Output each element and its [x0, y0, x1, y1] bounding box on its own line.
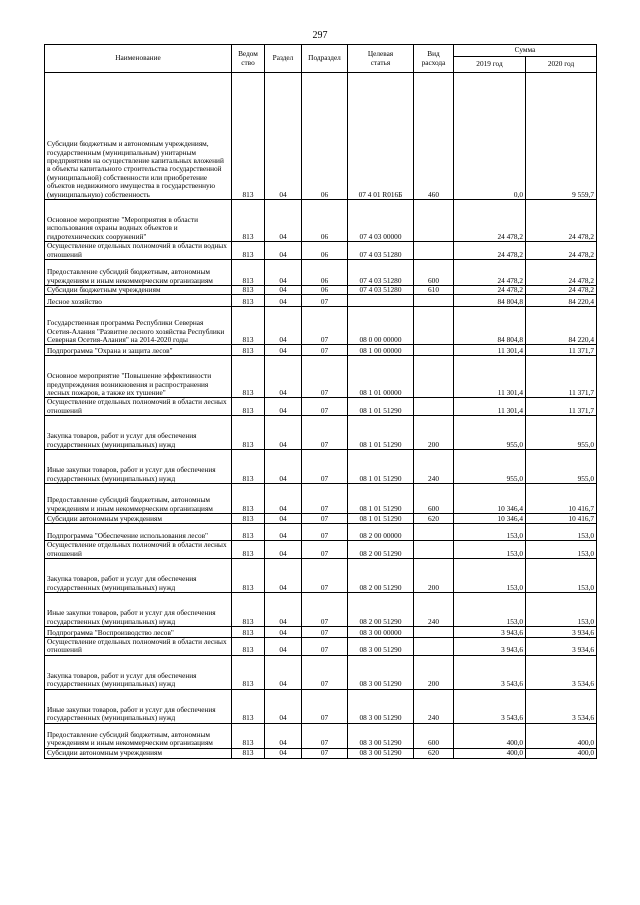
row-sum-2020: 400,0	[526, 748, 597, 758]
row-section: 04	[265, 484, 302, 514]
table-row	[45, 307, 597, 345]
row-subsection: 07	[302, 356, 348, 398]
row-subsection: 07	[302, 723, 348, 748]
row-sum-2020: 400,0	[526, 723, 597, 748]
row-section: 04	[265, 723, 302, 748]
row-ministry: 813	[232, 242, 265, 260]
table-row	[45, 286, 597, 295]
row-sum-2019: 3 943,6	[454, 638, 526, 656]
row-target: 08 2 00 00000	[348, 524, 414, 541]
row-section: 04	[265, 345, 302, 356]
row-name: Основное мероприятие "Мероприятия в области использования охраны водных объектов и гидротехнических сооружений"	[45, 200, 232, 242]
row-sum-2020: 84 220,4	[526, 295, 597, 307]
row-ministry: 813	[232, 286, 265, 295]
table-row	[45, 655, 597, 689]
row-ministry: 813	[232, 638, 265, 656]
row-name: Закупка товаров, работ и услуг для обеспечения государственных (муниципальных) нужд	[45, 655, 232, 689]
table-row	[45, 627, 597, 638]
row-section: 04	[265, 260, 302, 286]
header-2020: 2020 год	[526, 57, 597, 73]
row-expense-type	[414, 524, 454, 541]
row-name: Предоставление субсидий бюджетным, автономным учреждениям и иным некоммерческим организациям	[45, 484, 232, 514]
row-name: Осуществление отдельных полномочий в области лесных отношений	[45, 638, 232, 656]
row-sum-2020: 24 478,2	[526, 200, 597, 242]
row-sum-2019: 3 543,6	[454, 655, 526, 689]
table-row	[45, 541, 597, 559]
row-ministry: 813	[232, 514, 265, 524]
row-expense-type: 240	[414, 593, 454, 627]
row-sum-2019: 3 943,6	[454, 627, 526, 638]
row-sum-2019: 24 478,2	[454, 200, 526, 242]
table-row	[45, 484, 597, 514]
row-section: 04	[265, 450, 302, 484]
table-body	[45, 73, 597, 759]
row-target: 07 4 01 R016Б	[348, 73, 414, 200]
header-2019: 2019 год	[454, 57, 526, 73]
row-target: 08 3 00 00000	[348, 627, 414, 638]
row-section: 04	[265, 559, 302, 593]
row-expense-type: 620	[414, 514, 454, 524]
row-section: 04	[265, 416, 302, 450]
row-name: Осуществление отдельных полномочий в области лесных отношений	[45, 398, 232, 416]
header-subsection: Подраздел	[302, 45, 348, 73]
row-name: Иные закупки товаров, работ и услуг для обеспечения государственных (муниципальных) нужд	[45, 593, 232, 627]
row-sum-2020: 11 371,7	[526, 398, 597, 416]
row-sum-2020: 11 371,7	[526, 345, 597, 356]
row-sum-2019: 24 478,2	[454, 286, 526, 295]
row-target: 08 3 00 51290	[348, 689, 414, 723]
row-expense-type: 200	[414, 559, 454, 593]
row-subsection: 06	[302, 200, 348, 242]
row-expense-type	[414, 345, 454, 356]
row-target	[348, 295, 414, 307]
row-sum-2019: 153,0	[454, 541, 526, 559]
row-ministry: 813	[232, 524, 265, 541]
row-sum-2020: 84 220,4	[526, 307, 597, 345]
row-sum-2019: 10 346,4	[454, 484, 526, 514]
row-name: Субсидии автономным учреждениям	[45, 514, 232, 524]
header-name: Наименование	[45, 45, 232, 73]
row-name: Субсидии бюджетным и автономным учреждениям, государственным (муниципальным) унитарным предприятиям на осуществление капитальных вложений в объекты капитального строительства государственной (муниципальной) собственности или приобретение объектов недвижимого имущества в государственную (муниципальную) собственность	[45, 73, 232, 200]
row-expense-type: 620	[414, 748, 454, 758]
row-ministry: 813	[232, 541, 265, 559]
row-section: 04	[265, 307, 302, 345]
table-row	[45, 242, 597, 260]
row-sum-2020: 9 559,7	[526, 73, 597, 200]
table-row	[45, 398, 597, 416]
row-ministry: 813	[232, 723, 265, 748]
row-sum-2019: 153,0	[454, 559, 526, 593]
row-subsection: 06	[302, 286, 348, 295]
row-subsection: 07	[302, 398, 348, 416]
row-subsection: 07	[302, 307, 348, 345]
row-sum-2019: 153,0	[454, 524, 526, 541]
table-row	[45, 73, 597, 200]
row-target: 08 1 01 51290	[348, 398, 414, 416]
table-row	[45, 723, 597, 748]
row-ministry: 813	[232, 655, 265, 689]
row-sum-2020: 153,0	[526, 541, 597, 559]
row-section: 04	[265, 748, 302, 758]
row-sum-2020: 153,0	[526, 559, 597, 593]
table-header	[45, 45, 597, 73]
row-target: 07 4 03 00000	[348, 200, 414, 242]
row-sum-2019: 10 346,4	[454, 514, 526, 524]
row-expense-type: 600	[414, 260, 454, 286]
row-subsection: 07	[302, 593, 348, 627]
page-number: 297	[312, 30, 328, 41]
row-ministry: 813	[232, 559, 265, 593]
budget-table	[44, 44, 597, 759]
row-section: 04	[265, 73, 302, 200]
row-sum-2019: 955,0	[454, 450, 526, 484]
row-ministry: 813	[232, 748, 265, 758]
row-sum-2020: 10 416,7	[526, 484, 597, 514]
row-section: 04	[265, 514, 302, 524]
table-row	[45, 356, 597, 398]
header-section: Раздел	[265, 45, 302, 73]
row-subsection: 07	[302, 541, 348, 559]
row-name: Субсидии бюджетным учреждениям	[45, 286, 232, 295]
row-section: 04	[265, 398, 302, 416]
row-target: 08 3 00 51290	[348, 638, 414, 656]
row-sum-2019: 3 543,6	[454, 689, 526, 723]
table-row	[45, 748, 597, 758]
row-sum-2019: 84 804,8	[454, 307, 526, 345]
row-name: Предоставление субсидий бюджетным, автономным учреждениям и иным некоммерческим организациям	[45, 260, 232, 286]
row-sum-2020: 153,0	[526, 593, 597, 627]
row-sum-2020: 24 478,2	[526, 286, 597, 295]
row-name: Основное мероприятие "Повышение эффективности предупреждения возникновения и распространения лесных пожаров, а также их тушение"	[45, 356, 232, 398]
row-expense-type	[414, 295, 454, 307]
row-name: Осуществление отдельных полномочий в области лесных отношений	[45, 541, 232, 559]
row-target: 08 2 00 51290	[348, 541, 414, 559]
row-name: Закупка товаров, работ и услуг для обеспечения государственных (муниципальных) нужд	[45, 559, 232, 593]
row-subsection: 07	[302, 345, 348, 356]
row-expense-type: 600	[414, 484, 454, 514]
row-sum-2020: 955,0	[526, 416, 597, 450]
header-ministry: Ведом ство	[232, 45, 265, 73]
row-sum-2019: 153,0	[454, 593, 526, 627]
row-subsection: 07	[302, 524, 348, 541]
row-expense-type: 610	[414, 286, 454, 295]
row-ministry: 813	[232, 416, 265, 450]
row-expense-type	[414, 638, 454, 656]
row-ministry: 813	[232, 73, 265, 200]
row-subsection: 06	[302, 242, 348, 260]
row-expense-type: 200	[414, 655, 454, 689]
header-sum: Сумма	[454, 45, 597, 57]
table-row	[45, 345, 597, 356]
row-ministry: 813	[232, 593, 265, 627]
row-ministry: 813	[232, 295, 265, 307]
row-sum-2020: 3 534,6	[526, 689, 597, 723]
row-section: 04	[265, 356, 302, 398]
row-target: 08 1 01 51290	[348, 416, 414, 450]
row-expense-type: 200	[414, 416, 454, 450]
row-expense-type	[414, 307, 454, 345]
row-ministry: 813	[232, 356, 265, 398]
row-sum-2019: 955,0	[454, 416, 526, 450]
row-sum-2020: 3 934,6	[526, 627, 597, 638]
row-name: Субсидии автономным учреждениям	[45, 748, 232, 758]
row-name: Лесное хозяйство	[45, 295, 232, 307]
row-section: 04	[265, 593, 302, 627]
row-subsection: 07	[302, 559, 348, 593]
row-sum-2020: 153,0	[526, 524, 597, 541]
table-row	[45, 638, 597, 656]
row-name: Иные закупки товаров, работ и услуг для обеспечения государственных (муниципальных) нужд	[45, 689, 232, 723]
row-sum-2020: 10 416,7	[526, 514, 597, 524]
row-target: 08 2 00 51290	[348, 559, 414, 593]
table-row	[45, 593, 597, 627]
row-sum-2020: 3 534,6	[526, 655, 597, 689]
row-ministry: 813	[232, 307, 265, 345]
row-name: Подпрограмма "Обеспечение использования лесов"	[45, 524, 232, 541]
row-sum-2020: 955,0	[526, 450, 597, 484]
row-section: 04	[265, 242, 302, 260]
row-ministry: 813	[232, 450, 265, 484]
row-sum-2019: 400,0	[454, 748, 526, 758]
row-section: 04	[265, 638, 302, 656]
table-row	[45, 450, 597, 484]
row-target: 08 1 01 00000	[348, 356, 414, 398]
row-name: Закупка товаров, работ и услуг для обеспечения государственных (муниципальных) нужд	[45, 416, 232, 450]
row-target: 08 1 01 51290	[348, 484, 414, 514]
table-row	[45, 524, 597, 541]
row-subsection: 06	[302, 73, 348, 200]
row-subsection: 07	[302, 638, 348, 656]
row-section: 04	[265, 541, 302, 559]
row-section: 04	[265, 655, 302, 689]
row-name: Государственная программа Республики Северная Осетия-Алания "Развитие лесного хозяйства Республики Северная Осетия-Алания" на 2014-2020 годы	[45, 307, 232, 345]
row-expense-type: 460	[414, 73, 454, 200]
row-section: 04	[265, 627, 302, 638]
table-row	[45, 200, 597, 242]
row-ministry: 813	[232, 345, 265, 356]
table-row	[45, 260, 597, 286]
row-subsection: 07	[302, 514, 348, 524]
table-row	[45, 559, 597, 593]
row-name: Предоставление субсидий бюджетным, автономным учреждениям и иным некоммерческим организациям	[45, 723, 232, 748]
row-subsection: 07	[302, 655, 348, 689]
row-target: 07 4 03 51280	[348, 242, 414, 260]
row-subsection: 07	[302, 295, 348, 307]
table-row	[45, 689, 597, 723]
header-expense-type: Вид расхода	[414, 45, 454, 73]
row-expense-type	[414, 541, 454, 559]
row-sum-2019: 11 301,4	[454, 345, 526, 356]
row-target: 07 4 03 51280	[348, 286, 414, 295]
row-expense-type	[414, 356, 454, 398]
row-expense-type: 240	[414, 689, 454, 723]
row-sum-2019: 11 301,4	[454, 356, 526, 398]
row-ministry: 813	[232, 689, 265, 723]
row-sum-2019: 0,0	[454, 73, 526, 200]
row-target: 08 0 00 00000	[348, 307, 414, 345]
row-sum-2020: 11 371,7	[526, 356, 597, 398]
header-target: Целевая статья	[348, 45, 414, 73]
row-sum-2019: 24 478,2	[454, 242, 526, 260]
table-row	[45, 514, 597, 524]
row-sum-2019: 24 478,2	[454, 260, 526, 286]
row-subsection: 07	[302, 748, 348, 758]
row-subsection: 07	[302, 450, 348, 484]
row-sum-2019: 400,0	[454, 723, 526, 748]
row-sum-2020: 24 478,2	[526, 242, 597, 260]
row-target: 07 4 03 51280	[348, 260, 414, 286]
row-target: 08 3 00 51290	[348, 723, 414, 748]
row-section: 04	[265, 295, 302, 307]
row-target: 08 1 01 51290	[348, 514, 414, 524]
row-ministry: 813	[232, 627, 265, 638]
row-ministry: 813	[232, 260, 265, 286]
row-expense-type	[414, 242, 454, 260]
row-ministry: 813	[232, 484, 265, 514]
row-target: 08 1 00 00000	[348, 345, 414, 356]
row-subsection: 07	[302, 689, 348, 723]
row-sum-2019: 84 804,8	[454, 295, 526, 307]
row-expense-type: 600	[414, 723, 454, 748]
row-target: 08 1 01 51290	[348, 450, 414, 484]
row-sum-2020: 3 934,6	[526, 638, 597, 656]
row-name: Осуществление отдельных полномочий в области водных отношений	[45, 242, 232, 260]
row-sum-2020: 24 478,2	[526, 260, 597, 286]
row-name: Подпрограмма "Воспроизводство лесов"	[45, 627, 232, 638]
row-sum-2019: 11 301,4	[454, 398, 526, 416]
row-subsection: 07	[302, 416, 348, 450]
row-expense-type: 240	[414, 450, 454, 484]
row-ministry: 813	[232, 398, 265, 416]
row-expense-type	[414, 627, 454, 638]
row-target: 08 3 00 51290	[348, 655, 414, 689]
row-target: 08 3 00 51290	[348, 748, 414, 758]
row-subsection: 07	[302, 627, 348, 638]
row-section: 04	[265, 286, 302, 295]
row-target: 08 2 00 51290	[348, 593, 414, 627]
row-section: 04	[265, 200, 302, 242]
row-subsection: 07	[302, 484, 348, 514]
row-name: Иные закупки товаров, работ и услуг для обеспечения государственных (муниципальных) нужд	[45, 450, 232, 484]
row-section: 04	[265, 689, 302, 723]
row-expense-type	[414, 398, 454, 416]
row-subsection: 06	[302, 260, 348, 286]
row-ministry: 813	[232, 200, 265, 242]
row-name: Подпрограмма "Охрана и защита лесов"	[45, 345, 232, 356]
table-row	[45, 416, 597, 450]
row-section: 04	[265, 524, 302, 541]
table-row	[45, 295, 597, 307]
row-expense-type	[414, 200, 454, 242]
